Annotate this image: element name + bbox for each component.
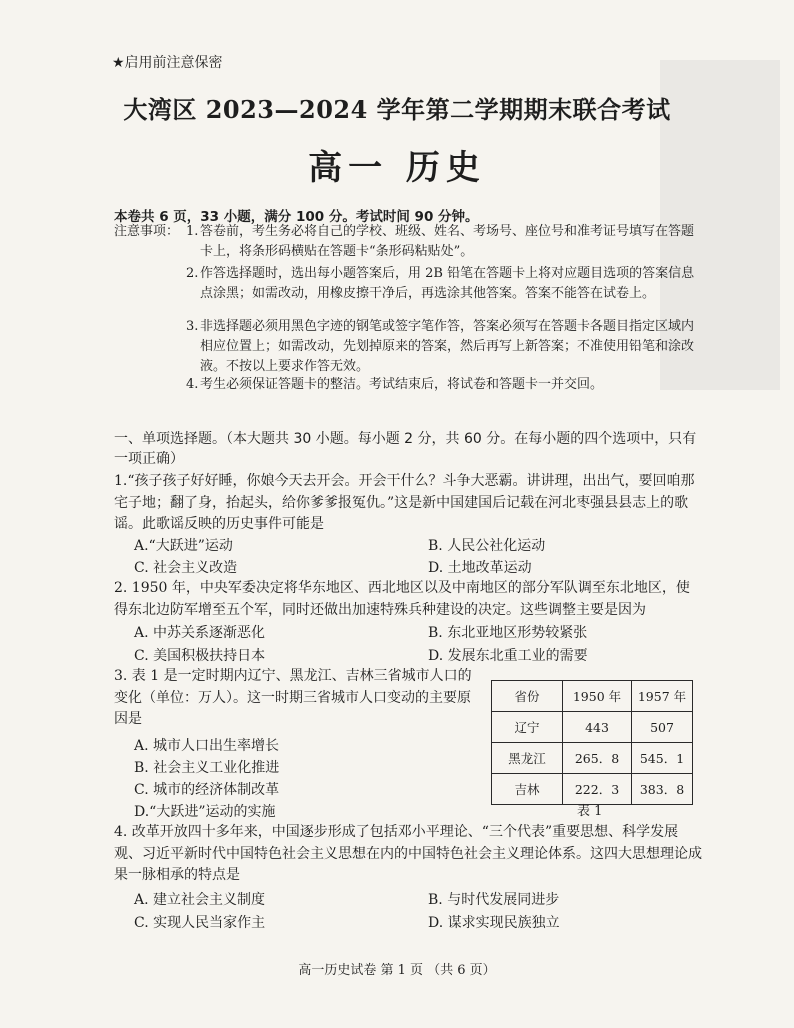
question-option: D. 发展东北重工业的需要 xyxy=(428,648,588,664)
notice-label: 注意事项： xyxy=(114,224,180,239)
section-heading: 一、单项选择题。（本大题共 30 小题。每小题 2 分，共 60 分。在每小题的四个选项中，只有一项正确） xyxy=(114,431,697,467)
notice-text: 答卷前，考生务必将自己的学校、班级、姓名、考场号、座位号和准考证号填写在答题卡上，将条形码横贴在答题卡“条形码粘贴处”。 xyxy=(200,224,695,259)
table-header-row xyxy=(492,681,693,712)
table-cell: 黑龙江 xyxy=(492,743,563,774)
question-option: C. 美国积极扶持日本 xyxy=(134,648,266,664)
table-cell: 443 xyxy=(563,712,632,743)
notice-number: 1. xyxy=(186,224,199,239)
question-stem: 4. 改革开放四十多年来，中国逐步形成了包括邓小平理论、“三个代表”重要思想、科学发展观、习近平新时代中国特色社会主义思想在内的中国特色社会主义理论体系。这四大思想理论成果一脉相承的特点是 xyxy=(114,824,702,883)
question-stem: 1.“孩子孩子好好睡，你娘今天去开会。开会干什么？斗争大恶霸。讲讲理，出出气，要回咱那宅子地；翻了身，抬起头，给你爹爹报冤仇。”这是新中国建国后记载在河北枣强县县志上的歌谣。此歌谣反映的历史事件可能是 xyxy=(114,473,695,532)
table-cell: 545．1 xyxy=(632,743,693,774)
table-cell: 383．8 xyxy=(632,774,693,805)
notice-item xyxy=(186,222,706,262)
page-footer: 高一历史试卷 第 1 页 （共 6 页） xyxy=(298,963,496,978)
question-option: A. 中苏关系逐渐恶化 xyxy=(134,625,266,641)
question-option: B. 人民公社化运动 xyxy=(428,538,546,554)
table-cell: 辽宁 xyxy=(492,712,563,743)
table-header-cell: 省份 xyxy=(492,681,563,712)
question-stem: 2. 1950 年，中央军委决定将华东地区、西北地区以及中南地区的部分军队调至东北地区，使得东北边防军增至五个军，同时还做出加速特殊兵种建设的决定。这些调整主要是因为 xyxy=(114,580,690,618)
notice-number: 4. xyxy=(186,377,199,392)
population-table xyxy=(491,680,693,805)
question-option: A. 建立社会主义制度 xyxy=(134,892,266,908)
question-option: C. 实现人民当家作主 xyxy=(134,915,266,931)
notice-item xyxy=(186,317,706,377)
table-cell: 265．8 xyxy=(563,743,632,774)
notice-number: 2. xyxy=(186,266,199,281)
table-cell: 222．3 xyxy=(563,774,632,805)
question-option: D.“大跃进”运动的实施 xyxy=(134,804,276,820)
table-row xyxy=(492,712,693,743)
notice-text: 作答选择题时，选出每小题答案后，用 2B 铅笔在答题卡上将对应题目选项的答案信息点涂黑；如需改动，用橡皮擦干净后，再选涂其他答案。答案不能答在试卷上。 xyxy=(200,266,695,301)
question-option: B. 社会主义工业化推进 xyxy=(134,760,280,776)
table-cell: 507 xyxy=(632,712,693,743)
table-caption: 表 1 xyxy=(577,804,603,819)
question-option: D. 谋求实现民族独立 xyxy=(428,915,560,931)
table-header-cell: 1950 年 xyxy=(563,681,632,712)
question-option: C. 社会主义改造 xyxy=(134,560,238,576)
notice-text: 考生必须保证答题卡的整洁。考试结束后，将试卷和答题卡一并交回。 xyxy=(200,377,604,392)
notice-item xyxy=(186,264,706,304)
table-header-cell: 1957 年 xyxy=(632,681,693,712)
question-option: A.“大跃进”运动 xyxy=(134,538,233,554)
notice-number: 3. xyxy=(186,319,199,334)
question-stem: 3. 表 1 是一定时期内辽宁、黑龙江、吉林三省城市人口的变化（单位：万人）。这一时期三省城市人口变动的主要原因是 xyxy=(114,668,472,727)
exam-intro: 本卷共 6 页，33 小题，满分 100 分。考试时间 90 分钟。 xyxy=(114,209,479,225)
subject-title: 高一 历史 xyxy=(308,148,486,188)
table-row xyxy=(492,743,693,774)
question-option: A. 城市人口出生率增长 xyxy=(134,738,280,754)
table-cell: 吉林 xyxy=(492,774,563,805)
question-option: D. 土地改革运动 xyxy=(428,560,532,576)
question-option: B. 东北亚地区形势较紧张 xyxy=(428,625,588,641)
question-option: B. 与时代发展同进步 xyxy=(428,892,560,908)
confidential-notice: ★启用前注意保密 xyxy=(112,55,223,71)
notice-item xyxy=(186,375,706,395)
notice-text: 非选择题必须用黑色字迹的钢笔或签字笔作答，答案必须写在答题卡各题目指定区域内相应位置上；如需改动，先划掉原来的答案，然后再写上新答案；不准使用铅笔和涂改液。不按以上要求作答无效。 xyxy=(200,319,695,374)
exam-title: 大湾区 2023—2024 学年第二学期期末联合考试 xyxy=(123,95,671,124)
question-option: C. 城市的经济体制改革 xyxy=(134,782,280,798)
